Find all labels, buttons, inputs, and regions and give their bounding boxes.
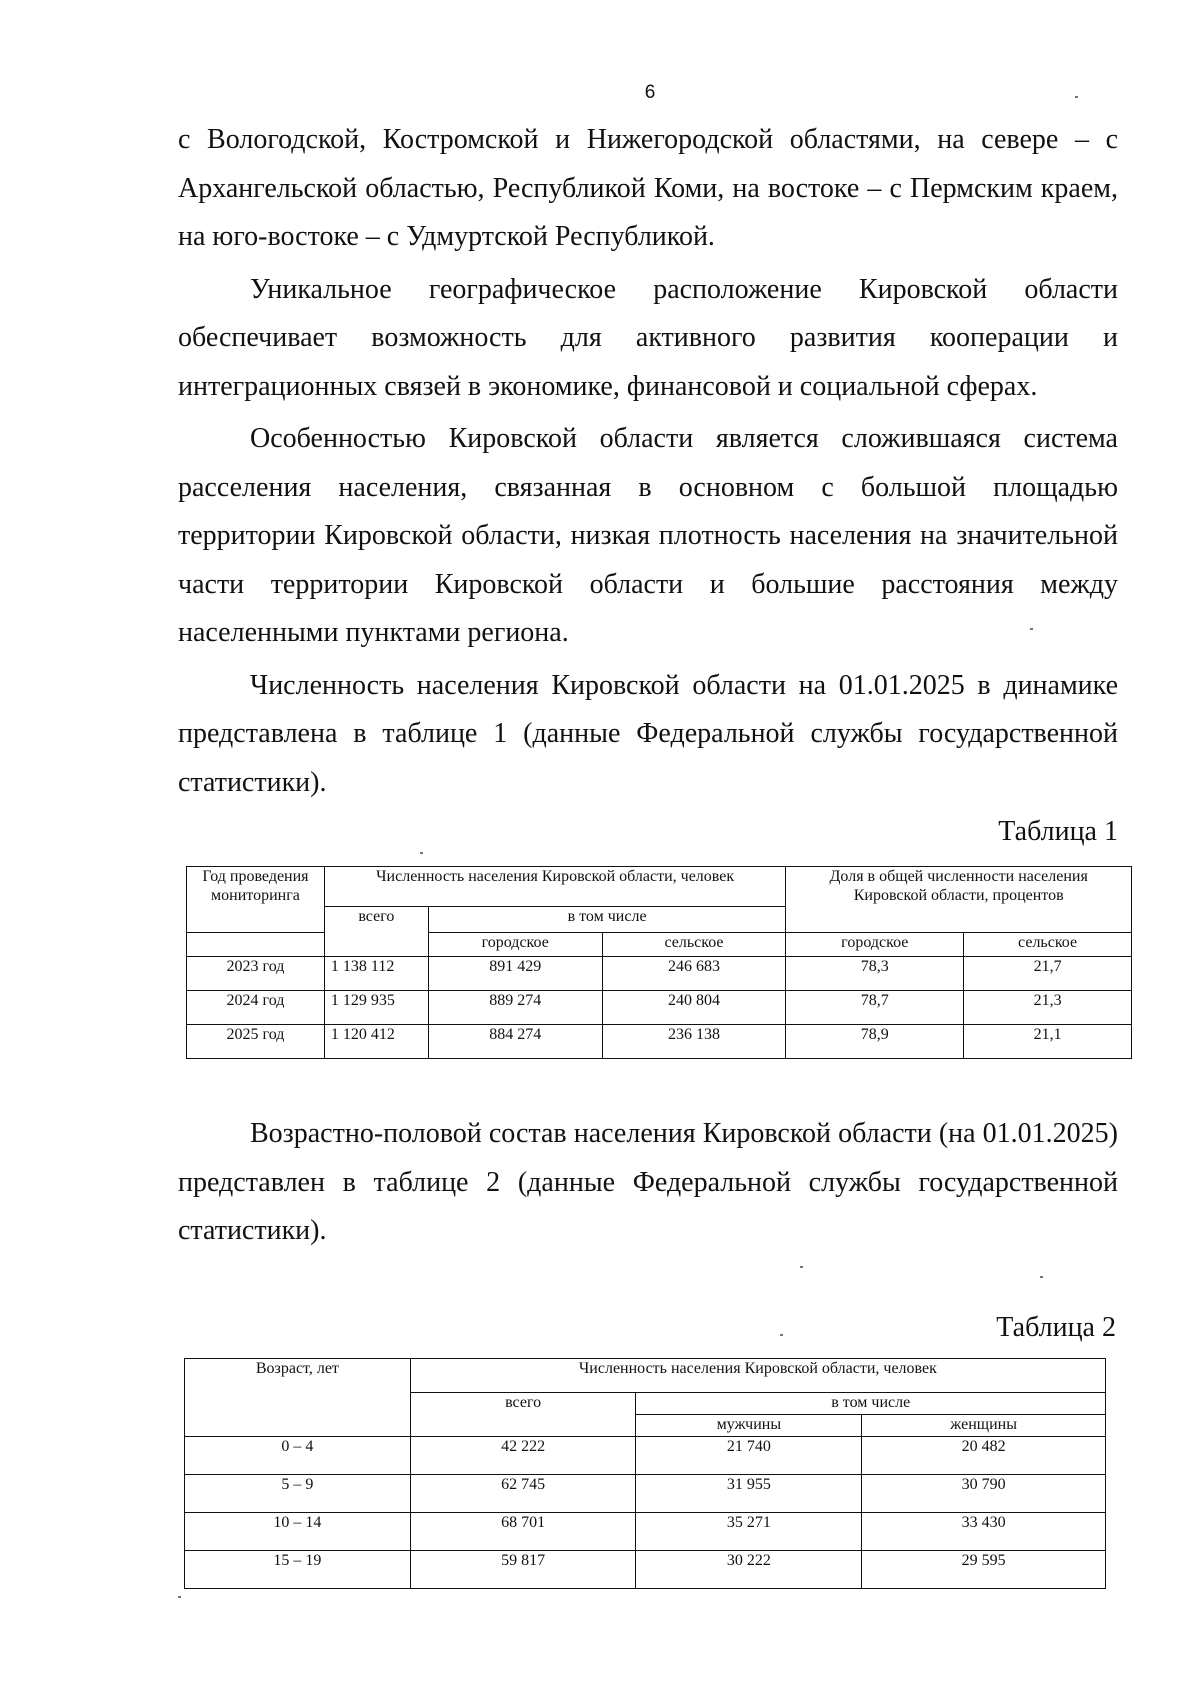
header-urban: городское <box>428 933 602 957</box>
cell-rural-pct: 21,1 <box>964 1025 1132 1059</box>
table-row <box>187 957 1132 991</box>
header-including: в том числе <box>636 1393 1106 1415</box>
header-including: в том числе <box>428 907 786 933</box>
cell-year: 2025 год <box>187 1025 325 1059</box>
scan-speck <box>780 1334 783 1336</box>
cell-women: 30 790 <box>862 1475 1106 1513</box>
header-rural: сельское <box>602 933 786 957</box>
cell-total: 59 817 <box>410 1551 636 1589</box>
cell-women: 20 482 <box>862 1437 1106 1475</box>
cell-age: 10 – 14 <box>185 1513 411 1551</box>
paragraph-borders: с Вологодской, Костромской и Нижегородской областями, на севере – с Архангельской областью, Республикой Коми, на востоке – с Пермским краем, на юго-востоке – с Удмуртской Республикой. <box>178 124 1118 252</box>
cell-rural-pct: 21,3 <box>964 991 1132 1025</box>
cell-age: 5 – 9 <box>185 1475 411 1513</box>
cell-total: 68 701 <box>410 1513 636 1551</box>
header-women: женщины <box>862 1415 1106 1437</box>
header-share: Доля в общей численности населения Кировской области, процентов <box>786 867 1132 933</box>
cell-total: 1 120 412 <box>324 1025 428 1059</box>
cell-men: 31 955 <box>636 1475 862 1513</box>
cell-men: 30 222 <box>636 1551 862 1589</box>
page-number: 6 <box>644 82 656 103</box>
cell-age: 15 – 19 <box>185 1551 411 1589</box>
cell-age: 0 – 4 <box>185 1437 411 1475</box>
cell-year: 2024 год <box>187 991 325 1025</box>
cell-urban: 891 429 <box>428 957 602 991</box>
cell-total: 1 129 935 <box>324 991 428 1025</box>
cell-rural: 246 683 <box>602 957 786 991</box>
paragraph-settlement: Особенностью Кировской области является сложившаяся система расселения населения, связанная в основном с большой площадью территории Кировской области, низкая плотность населения на значительной части территории Кировской области и большие расстояния между населенными пунктами региона. <box>178 423 1118 648</box>
cell-rural: 236 138 <box>602 1025 786 1059</box>
header-men: мужчины <box>636 1415 862 1437</box>
scan-speck <box>1030 628 1033 630</box>
header-urban-pct: городское <box>786 933 964 957</box>
population-dynamics-table <box>186 866 1132 1059</box>
cell-total: 62 745 <box>410 1475 636 1513</box>
cell-rural: 240 804 <box>602 991 786 1025</box>
table1-caption: Таблица 1 <box>998 816 1118 847</box>
header-rural-pct: сельское <box>964 933 1132 957</box>
header-year-spacer <box>187 933 325 957</box>
table-row <box>185 1437 1106 1475</box>
table-row <box>187 991 1132 1025</box>
cell-urban: 884 274 <box>428 1025 602 1059</box>
scan-speck <box>420 852 423 854</box>
header-total: всего <box>324 907 428 957</box>
cell-urban-pct: 78,3 <box>786 957 964 991</box>
paragraph-geography: Уникальное географическое расположение Кировской области обеспечивает возможность для активного развития кооперации и интеграционных связей в экономике, финансовой и социальной сферах. <box>178 273 1118 402</box>
table-row <box>185 1475 1106 1513</box>
body-text-block-1 <box>178 116 1118 807</box>
cell-total: 1 138 112 <box>324 957 428 991</box>
paragraph-table1-intro: Численность населения Кировской области на 01.01.2025 в динамике представлена в таблице 1 (данные Федеральной службы государственной статистики). <box>178 669 1118 798</box>
scan-speck <box>800 1266 803 1268</box>
table-row <box>187 1025 1132 1059</box>
age-sex-table <box>184 1358 1106 1589</box>
table-row <box>185 1513 1106 1551</box>
cell-urban: 889 274 <box>428 991 602 1025</box>
cell-total: 42 222 <box>410 1437 636 1475</box>
paragraph-table2-intro: Возрастно-половой состав населения Кировской области (на 01.01.2025) представлен в таблице 2 (данные Федеральной службы государственной статистики). <box>178 1118 1118 1246</box>
header-age: Возраст, лет <box>185 1359 411 1437</box>
cell-women: 33 430 <box>862 1513 1106 1551</box>
cell-rural-pct: 21,7 <box>964 957 1132 991</box>
table2-caption: Таблица 2 <box>996 1312 1116 1343</box>
scan-speck <box>178 1596 181 1598</box>
scan-speck <box>1075 96 1078 98</box>
table-row <box>185 1551 1106 1589</box>
cell-men: 35 271 <box>636 1513 862 1551</box>
header-population: Численность населения Кировской области, человек <box>324 867 785 907</box>
cell-year: 2023 год <box>187 957 325 991</box>
cell-men: 21 740 <box>636 1437 862 1475</box>
scan-speck <box>1040 1276 1043 1278</box>
header-population: Численность населения Кировской области, человек <box>410 1359 1105 1393</box>
body-text-block-2 <box>178 1110 1118 1256</box>
cell-urban-pct: 78,9 <box>786 1025 964 1059</box>
cell-women: 29 595 <box>862 1551 1106 1589</box>
cell-urban-pct: 78,7 <box>786 991 964 1025</box>
header-year: Год проведения мониторинга <box>187 867 325 933</box>
header-total: всего <box>410 1393 636 1437</box>
